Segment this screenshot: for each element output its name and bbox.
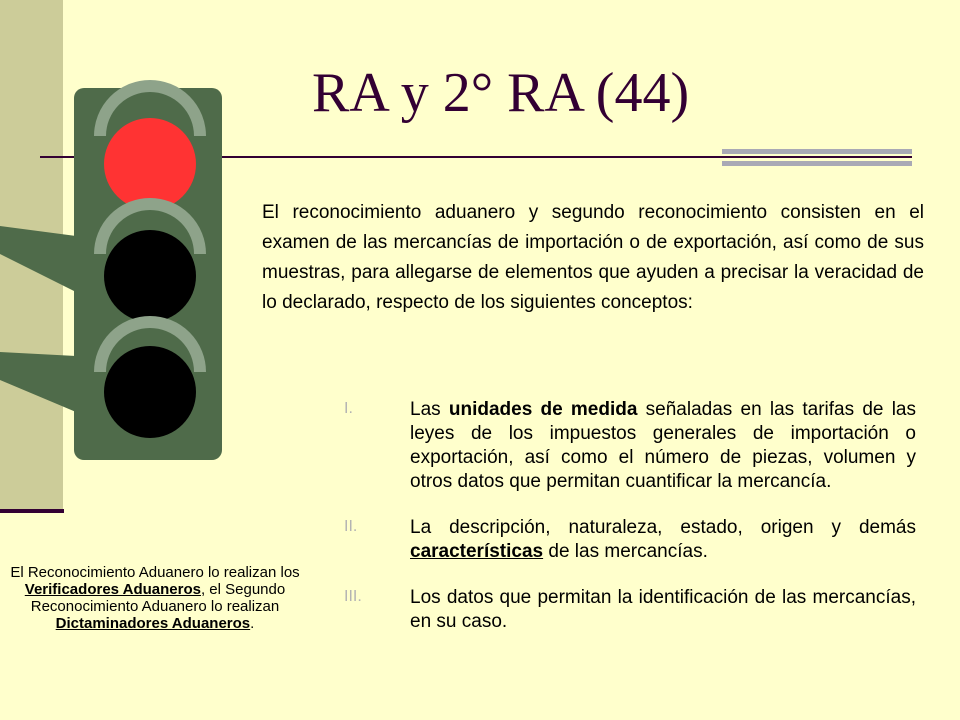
item-emphasis: unidades de medida bbox=[448, 399, 638, 420]
item-text-part: La descripción, naturaleza, estado, origen y demás bbox=[410, 517, 916, 538]
list-item bbox=[344, 398, 916, 494]
list-item bbox=[344, 516, 916, 564]
item-text-part: de las mercancías. bbox=[543, 541, 708, 562]
title-divider-bar bbox=[722, 149, 912, 166]
sidenote bbox=[8, 564, 302, 632]
sidenote-emphasis: Verificadores Aduaneros bbox=[24, 581, 201, 598]
criteria-list bbox=[344, 398, 916, 646]
sidenote-text: El Reconocimiento Aduanero lo realizan los bbox=[10, 564, 300, 581]
sidenote-emphasis: Dictaminadores Aduaneros bbox=[55, 615, 251, 632]
traffic-light-graphic bbox=[0, 0, 260, 470]
list-numeral: II. bbox=[344, 518, 358, 535]
list-item bbox=[344, 586, 916, 634]
item-text-part: Las bbox=[410, 399, 449, 420]
lamp-middle bbox=[104, 230, 196, 322]
traffic-light-wing-bottom bbox=[0, 352, 76, 412]
sidenote-text: , el Segundo Reconocimiento Aduanero lo realizan bbox=[30, 581, 286, 615]
left-strip-underline bbox=[0, 509, 64, 513]
item-emphasis: características bbox=[410, 541, 544, 562]
item-text-part: señaladas en las tarifas de las leyes de los impuestos generales de importación o exportación, así como el número de piezas, volumen y otros datos que permitan cuantificar la mercancía. bbox=[410, 399, 917, 492]
traffic-light-wing-top bbox=[0, 226, 76, 292]
intro-paragraph: El reconocimiento aduanero y segundo reconocimiento consisten en el examen de las mercancías de importación o de exportación, así como de sus muestras, para allegarse de elementos que ayuden a precisar la veracidad de lo declarado, respecto de los siguientes conceptos: bbox=[262, 202, 924, 313]
lamp-bottom bbox=[104, 346, 196, 438]
sidenote-text: . bbox=[250, 615, 255, 632]
list-item-text bbox=[410, 516, 916, 564]
lamp-top-red bbox=[104, 118, 196, 210]
list-numeral: III. bbox=[344, 588, 362, 605]
list-numeral: I. bbox=[344, 400, 353, 417]
slide-title: RA y 2° RA (44) bbox=[312, 62, 690, 124]
list-item-text: Los datos que permitan la identificación de las mercancías, en su caso. bbox=[410, 587, 916, 632]
list-item-text bbox=[410, 398, 916, 494]
